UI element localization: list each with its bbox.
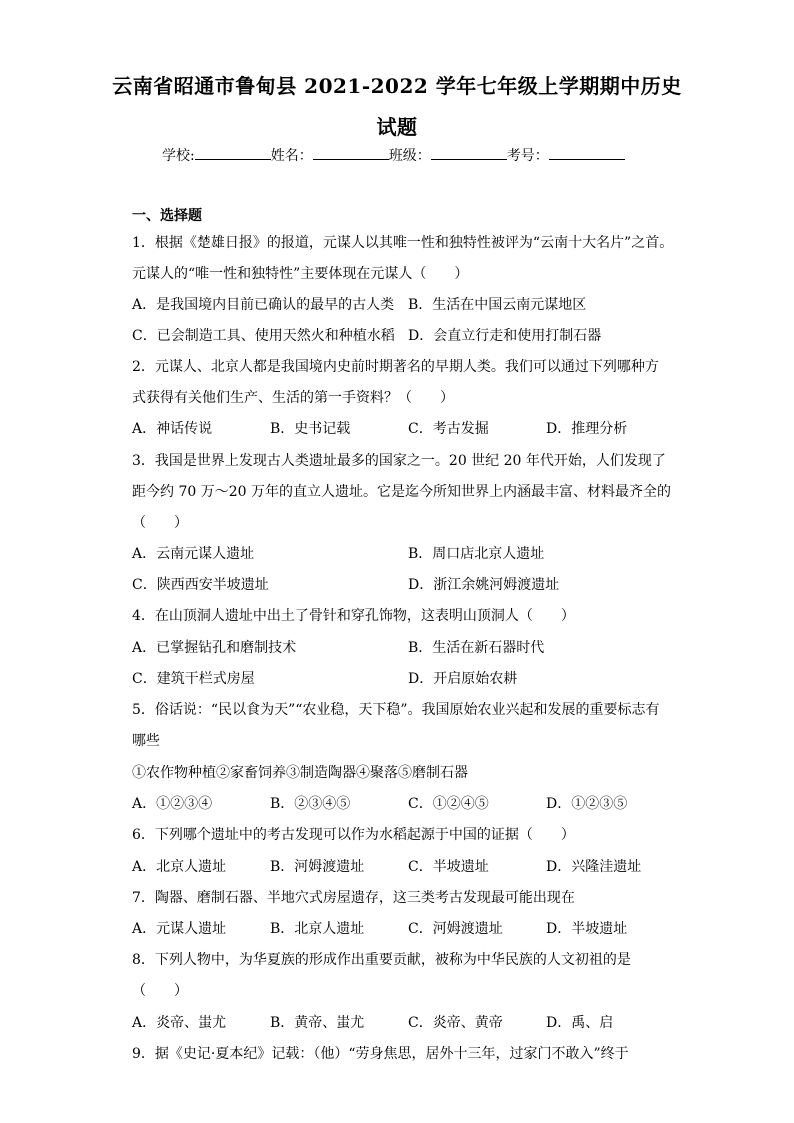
student-info-row (162, 145, 642, 165)
question-2-option-c[interactable]: C．考古发掘 (408, 421, 489, 437)
question-3-option-c[interactable]: C．陕西西安半坡遗址 (132, 577, 269, 593)
question-1-option-a[interactable]: A．是我国境内目前已确认的最早的古人类 (132, 297, 395, 313)
question-5-option-c[interactable]: C．①②④⑤ (408, 796, 489, 812)
exam-no-blank[interactable] (549, 145, 625, 160)
question-3-line-2: 距今约 70 万～20 万年的直立人遗址。它是迄今所知世界上内涵最丰富、材料最齐全的 (132, 484, 671, 500)
question-4-option-c[interactable]: C．建筑干栏式房屋 (132, 671, 255, 687)
question-8-option-b[interactable]: B．黄帝、蚩尤 (270, 1015, 365, 1031)
question-3-option-d[interactable]: D．浙江余姚河姆渡遗址 (408, 577, 560, 593)
question-1-option-d[interactable]: D．会直立行走和使用打制石器 (408, 328, 602, 344)
class-blank[interactable] (431, 145, 507, 160)
question-5-line-3: ①农作物种植②家畜饲养③制造陶器④聚落⑤磨制石器 (132, 765, 468, 781)
question-4-option-b[interactable]: B．生活在新石器时代 (408, 640, 545, 656)
question-1-option-b[interactable]: B．生活在中国云南元谋地区 (408, 297, 587, 313)
question-7-option-c[interactable]: C．河姆渡遗址 (408, 921, 503, 937)
question-5-line-2: 哪些 (132, 733, 160, 749)
question-6-option-d[interactable]: D．兴隆洼遗址 (546, 859, 642, 875)
question-4-option-d[interactable]: D．开启原始农耕 (408, 671, 518, 687)
class-label: 班级： (388, 148, 431, 164)
question-5-option-b[interactable]: B．②③④⑤ (270, 796, 351, 812)
school-label: 学校: (162, 148, 195, 164)
question-5-option-d[interactable]: D．①②③⑤ (546, 796, 628, 812)
question-6-option-a[interactable]: A．北京人遗址 (132, 859, 227, 875)
question-6-option-c[interactable]: C．半坡遗址 (408, 859, 489, 875)
question-4-option-a[interactable]: A．已掌握钻孔和磨制技术 (132, 640, 297, 656)
question-5-line-1: 5．俗话说：“民以食为天”“农业稳，天下稳”。我国原始农业兴起和发展的重要标志有 (132, 702, 660, 718)
question-7-option-b[interactable]: B．北京人遗址 (270, 921, 365, 937)
question-6-line-1: 6．下列哪个遗址中的考古发现可以作为水稻起源于中国的证据（ ） (132, 827, 575, 843)
question-2-line-2: 式获得有关他们生产、生活的第一手资料？（ ） (132, 390, 454, 406)
question-7-line-1: 7．陶器、磨制石器、半地穴式房屋遗存，这三类考古发现最可能出现在 (132, 890, 575, 906)
question-2-option-b[interactable]: B．史书记载 (270, 421, 351, 437)
question-2-option-d[interactable]: D．推理分析 (546, 421, 628, 437)
question-4-line-1: 4．在山顶洞人遗址中出土了骨针和穿孔饰物，这表明山顶洞人（ ） (132, 608, 575, 624)
question-7-option-a[interactable]: A．元谋人遗址 (132, 921, 227, 937)
question-3-line-1: 3．我国是世界上发现古人类遗址最多的国家之一。20 世纪 20 年代开始，人们发现了 (132, 453, 666, 469)
question-3-option-b[interactable]: B．周口店北京人遗址 (408, 546, 545, 562)
question-8-option-a[interactable]: A．炎帝、蚩尤 (132, 1015, 227, 1031)
question-5-option-a[interactable]: A．①②③④ (132, 796, 213, 812)
question-9-line-1: 9．据《史记·夏本纪》记载：（他）“劳身焦思，居外十三年，过家门不敢入”终于 (132, 1046, 629, 1062)
exam-title-line1: 云南省昭通市鲁甸县 2021-2022 学年七年级上学期期中历史 (112, 74, 682, 98)
question-8-option-d[interactable]: D．禹、启 (546, 1015, 614, 1031)
exam-no-label: 考号： (506, 148, 549, 164)
question-1-line-2: 元谋人的“唯一性和独特性”主要体现在元谋人（ ） (132, 266, 469, 282)
question-8-line-1: 8．下列人物中，为华夏族的形成作出重要贡献，被称为中华民族的人文初祖的是 (132, 952, 631, 968)
question-2-option-a[interactable]: A．神话传说 (132, 421, 213, 437)
question-3-option-a[interactable]: A．云南元谋人遗址 (132, 546, 255, 562)
school-blank[interactable] (195, 145, 271, 160)
question-8-line-2: （ ） (132, 983, 188, 999)
name-label: 姓名： (270, 148, 313, 164)
section-heading: 一、选择题 (132, 208, 202, 224)
question-3-line-3: （ ） (132, 515, 188, 531)
question-1-line-1: 1．根据《楚雄日报》的报道，元谋人以其唯一性和独特性被评为“云南十大名片”之首。 (132, 235, 674, 251)
question-6-option-b[interactable]: B．河姆渡遗址 (270, 859, 365, 875)
question-1-option-c[interactable]: C．已会制造工具、使用天然火和种植水稻 (132, 328, 395, 344)
name-blank[interactable] (313, 145, 389, 160)
exam-title-line2: 试题 (376, 115, 418, 139)
question-8-option-c[interactable]: C．炎帝、黄帝 (408, 1015, 503, 1031)
question-7-option-d[interactable]: D．半坡遗址 (546, 921, 628, 937)
question-2-line-1: 2．元谋人、北京人都是我国境内史前时期著名的早期人类。我们可以通过下列哪种方 (132, 359, 659, 375)
